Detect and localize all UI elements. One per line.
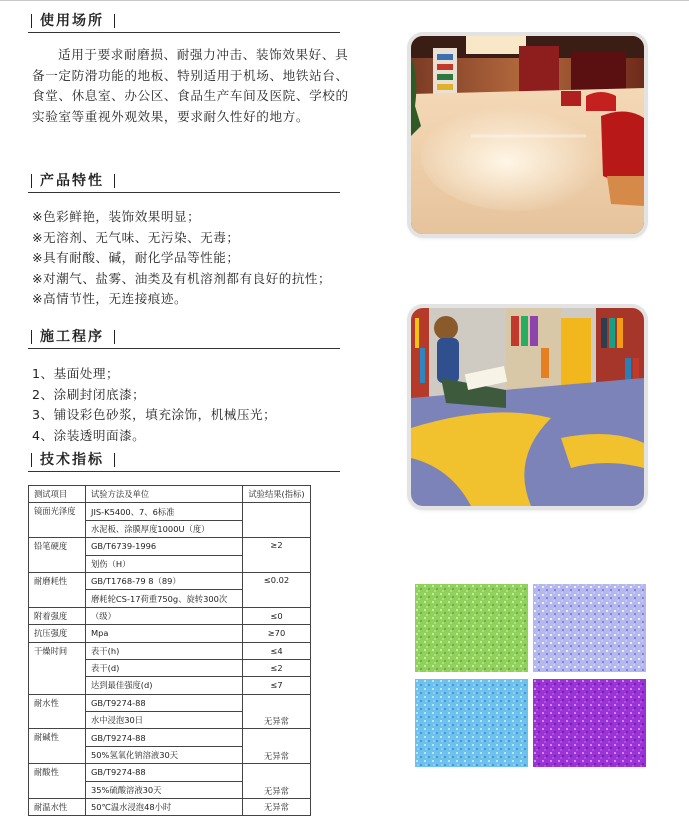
list-item: 4、涂装透明面漆。 xyxy=(32,427,146,443)
result-cell: ≤4 xyxy=(243,642,311,659)
specs-heading xyxy=(28,451,340,472)
result-cell: ≥70 xyxy=(243,625,311,642)
features-heading xyxy=(28,172,340,193)
method-cell: 磨耗轮CS-17荷重750g、旋转300次 xyxy=(86,590,243,607)
method-cell: GB/T6739-1996 xyxy=(86,538,243,555)
item-cell: 干燥时间 xyxy=(29,642,86,694)
method-cell: 达到最佳强度(d) xyxy=(86,677,243,694)
table-row xyxy=(29,694,311,711)
list-item: ※对潮气、盐雾、油类及有机溶剂都有良好的抗性； xyxy=(32,270,332,286)
features-title: 产品特性 xyxy=(40,173,104,189)
result-cell: 无异常 xyxy=(243,764,311,799)
item-cell: 附着强度 xyxy=(29,607,86,624)
usage-title: 使用场所 xyxy=(40,13,104,29)
list-item: ※具有耐酸、碱，耐化学品等性能； xyxy=(32,250,240,265)
header-cell: 测试项目 xyxy=(29,486,86,503)
heading-bar-left xyxy=(31,174,32,188)
method-cell: 表干(h) xyxy=(86,642,243,659)
method-cell: 划伤（H） xyxy=(86,555,243,572)
table-row xyxy=(29,572,311,589)
specs-title: 技术指标 xyxy=(40,452,104,468)
method-cell: GB/T9274-88 xyxy=(86,729,243,746)
header-cell: 试验方法及单位 xyxy=(86,486,243,503)
swatch-green xyxy=(415,584,528,672)
swatch-purple xyxy=(533,679,646,767)
method-cell: 表干(d) xyxy=(86,659,243,676)
list-item: ※色彩鲜艳，装饰效果明显； xyxy=(32,209,201,224)
features-list xyxy=(32,207,362,310)
heading-bar-left xyxy=(31,14,32,28)
heading-bar-right xyxy=(114,453,115,467)
method-cell: GB/T1768-79 8（89） xyxy=(86,572,243,589)
swatch-sky-blue-fill xyxy=(415,679,528,767)
result-cell: ≤0.02 xyxy=(243,572,311,607)
table-row xyxy=(29,607,311,624)
heading-bar-left xyxy=(31,453,32,467)
top-divider xyxy=(0,0,689,1)
result-cell: ≤7 xyxy=(243,677,311,694)
list-item: 2、涂刷封闭底漆； xyxy=(32,386,146,402)
item-cell: 耐碱性 xyxy=(29,729,86,764)
result-cell: 无异常 xyxy=(243,729,311,764)
method-cell: GB/T9274-88 xyxy=(86,764,243,781)
table-row xyxy=(29,503,311,520)
item-cell: 耐磨耗性 xyxy=(29,572,86,607)
heading-bar-left xyxy=(31,330,32,344)
heading-bar-right xyxy=(114,14,115,28)
swatch-lavender xyxy=(533,584,646,672)
table-row xyxy=(29,729,311,746)
table-row xyxy=(29,799,311,816)
item-cell: 耐温水性 xyxy=(29,799,86,816)
swatch-sky-blue xyxy=(415,679,528,767)
item-cell: 铅笔硬度 xyxy=(29,538,86,573)
swatch-lavender-fill xyxy=(533,584,646,672)
table-row xyxy=(29,625,311,642)
result-cell: ≤0 xyxy=(243,607,311,624)
usage-paragraph: 适用于要求耐磨损、耐强力冲击、装饰效果好、具备一定防滑功能的地板、特别适用于机场、地铁站台、食堂、休息室、办公区、食品生产车间及医院、学校的实验室等重视外观效果，要求耐久性好的地方。 xyxy=(32,47,349,124)
library-photo-image xyxy=(411,308,644,506)
method-cell: 35%硫酸溶液30天 xyxy=(86,781,243,798)
method-cell: Mpa xyxy=(86,625,243,642)
table-row xyxy=(29,538,311,555)
method-cell: 水中浸泡30日 xyxy=(86,712,243,729)
item-cell: 耐酸性 xyxy=(29,764,86,799)
result-cell: ≥2 xyxy=(243,538,311,573)
method-cell: （级） xyxy=(86,607,243,624)
item-cell: 抗压强度 xyxy=(29,625,86,642)
list-item: 3、铺设彩色砂浆，填充涂饰，机械压光； xyxy=(32,407,277,422)
heading-bar-right xyxy=(114,174,115,188)
process-list xyxy=(32,364,362,446)
list-item: ※高情节性，无连接痕迹。 xyxy=(32,291,188,306)
library-photo xyxy=(411,308,644,506)
method-cell: 水泥板、涂膜厚度1000U（度） xyxy=(86,520,243,537)
header-cell: 试验结果(指标) xyxy=(243,486,311,503)
swatch-green-fill xyxy=(415,584,528,672)
process-title: 施工程序 xyxy=(40,329,104,345)
list-item: 1、基面处理； xyxy=(32,366,120,381)
method-cell: GB/T9274-88 xyxy=(86,694,243,711)
lobby-photo xyxy=(411,36,644,234)
result-cell: 无异常 xyxy=(243,694,311,729)
item-cell: 耐水性 xyxy=(29,694,86,729)
result-cell: 无异常 xyxy=(243,799,311,816)
process-heading xyxy=(28,328,340,349)
table-row xyxy=(29,764,311,781)
list-item: ※无溶剂、无气味、无污染、无毒； xyxy=(32,229,240,245)
lobby-photo-image xyxy=(411,36,644,234)
method-cell: JIS-K5400、7、6标准 xyxy=(86,503,243,520)
table-header-row xyxy=(29,486,311,503)
result-cell xyxy=(243,503,311,538)
method-cell: 50℃温水浸泡48小时 xyxy=(86,799,243,816)
method-cell: 50%氢氧化钠溶液30天 xyxy=(86,746,243,763)
result-cell: ≤2 xyxy=(243,659,311,676)
heading-bar-right xyxy=(114,330,115,344)
table-row xyxy=(29,642,311,659)
usage-heading xyxy=(28,12,340,33)
item-cell: 镜面光泽度 xyxy=(29,503,86,538)
spec-table xyxy=(28,485,311,816)
swatch-purple-fill xyxy=(533,679,646,767)
